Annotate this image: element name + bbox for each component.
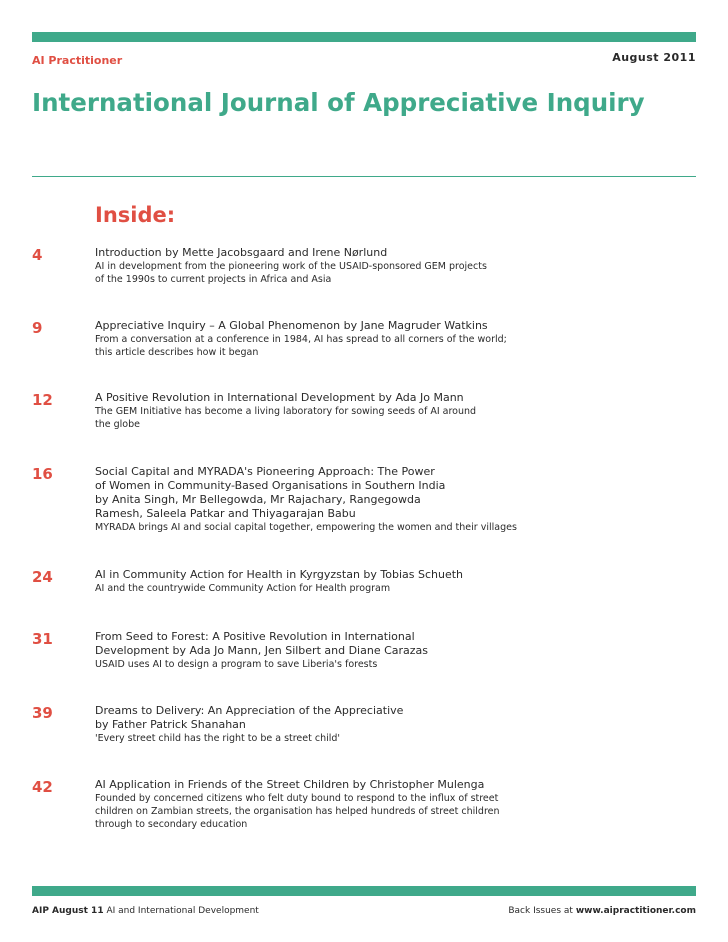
entry-body	[95, 568, 615, 595]
article-title-line: From Seed to Forest: A Positive Revolution in International	[95, 630, 415, 643]
article-title-line: by Father Patrick Shanahan	[95, 718, 246, 731]
entry-body	[95, 630, 615, 671]
page-number: 31	[32, 630, 53, 648]
back-issues-label: Back Issues at	[508, 906, 573, 916]
article-title-line: Development by Ada Jo Mann, Jen Silbert and Diane Carazas	[95, 644, 429, 657]
article-description-line: the globe	[95, 419, 140, 430]
page-number: 24	[32, 568, 53, 586]
article-description-line: of the 1990s to current projects in Africa and Asia	[95, 274, 332, 285]
entry-body	[95, 778, 615, 831]
entry-body	[95, 391, 615, 431]
article-description-line: children on Zambian streets, the organisation has helped hundreds of street children	[95, 806, 500, 817]
article-title-line: A Positive Revolution in International Development by Ada Jo Mann	[95, 391, 464, 404]
article-description-line: 'Every street child has the right to be a street child'	[95, 733, 341, 744]
top-color-bar	[32, 32, 696, 42]
header-divider	[32, 176, 696, 177]
article-title-line: Social Capital and MYRADA's Pioneering Approach: The Power	[95, 465, 435, 478]
entry-body	[95, 246, 615, 286]
website-link[interactable]: www.aipractitioner.com	[575, 906, 696, 916]
entry-body	[95, 465, 615, 534]
footer-issue	[32, 906, 259, 916]
issue-date: August 2011	[612, 51, 696, 64]
publication-name: AI Practitioner	[32, 54, 123, 67]
page-number: 4	[32, 246, 43, 264]
article-description-line: AI in development from the pioneering work of the USAID-sponsored GEM projects	[95, 261, 487, 272]
article-title-line: by Anita Singh, Mr Bellegowda, Mr Rajachary, Rangegowda	[95, 493, 421, 506]
article-title-line: Ramesh, Saleela Patkar and Thiyagarajan Babu	[95, 507, 356, 520]
page-number: 12	[32, 391, 53, 409]
article-title-line: Introduction by Mette Jacobsgaard and Irene Nørlund	[95, 246, 388, 259]
bottom-color-bar	[32, 886, 696, 896]
page-number: 9	[32, 319, 43, 337]
article-title-line: AI in Community Action for Health in Kyrgyzstan by Tobias Schueth	[95, 568, 464, 581]
journal-title: International Journal of Appreciative Inquiry	[32, 88, 645, 117]
article-description-line: The GEM Initiative has become a living laboratory for sowing seeds of AI around	[95, 406, 477, 417]
article-description-line: through to secondary education	[95, 819, 248, 830]
article-description-line: this article describes how it began	[95, 347, 259, 358]
article-title-line: Dreams to Delivery: An Appreciation of the Appreciative	[95, 704, 404, 717]
entry-body	[95, 319, 615, 359]
article-title-line: of Women in Community-Based Organisations in Southern India	[95, 479, 446, 492]
footer-issue-topic: AI and International Development	[106, 906, 259, 916]
page-number: 16	[32, 465, 53, 483]
page-number: 42	[32, 778, 53, 796]
article-title-line: Appreciative Inquiry – A Global Phenomenon by Jane Magruder Watkins	[95, 319, 488, 332]
article-description-line: From a conversation at a conference in 1984, AI has spread to all corners of the world;	[95, 334, 507, 345]
footer-back-issues	[508, 906, 696, 916]
inside-heading: Inside:	[95, 203, 176, 227]
article-description-line: AI and the countrywide Community Action for Health program	[95, 583, 391, 594]
footer-issue-label: AIP August 11	[32, 906, 104, 916]
article-title-line: AI Application in Friends of the Street Children by Christopher Mulenga	[95, 778, 485, 791]
entry-body	[95, 704, 615, 745]
article-description-line: USAID uses AI to design a program to save Liberia's forests	[95, 659, 378, 670]
page-number: 39	[32, 704, 53, 722]
article-description-line: MYRADA brings AI and social capital together, empowering the women and their villages	[95, 522, 517, 533]
article-description-line: Founded by concerned citizens who felt duty bound to respond to the influx of street	[95, 793, 499, 804]
